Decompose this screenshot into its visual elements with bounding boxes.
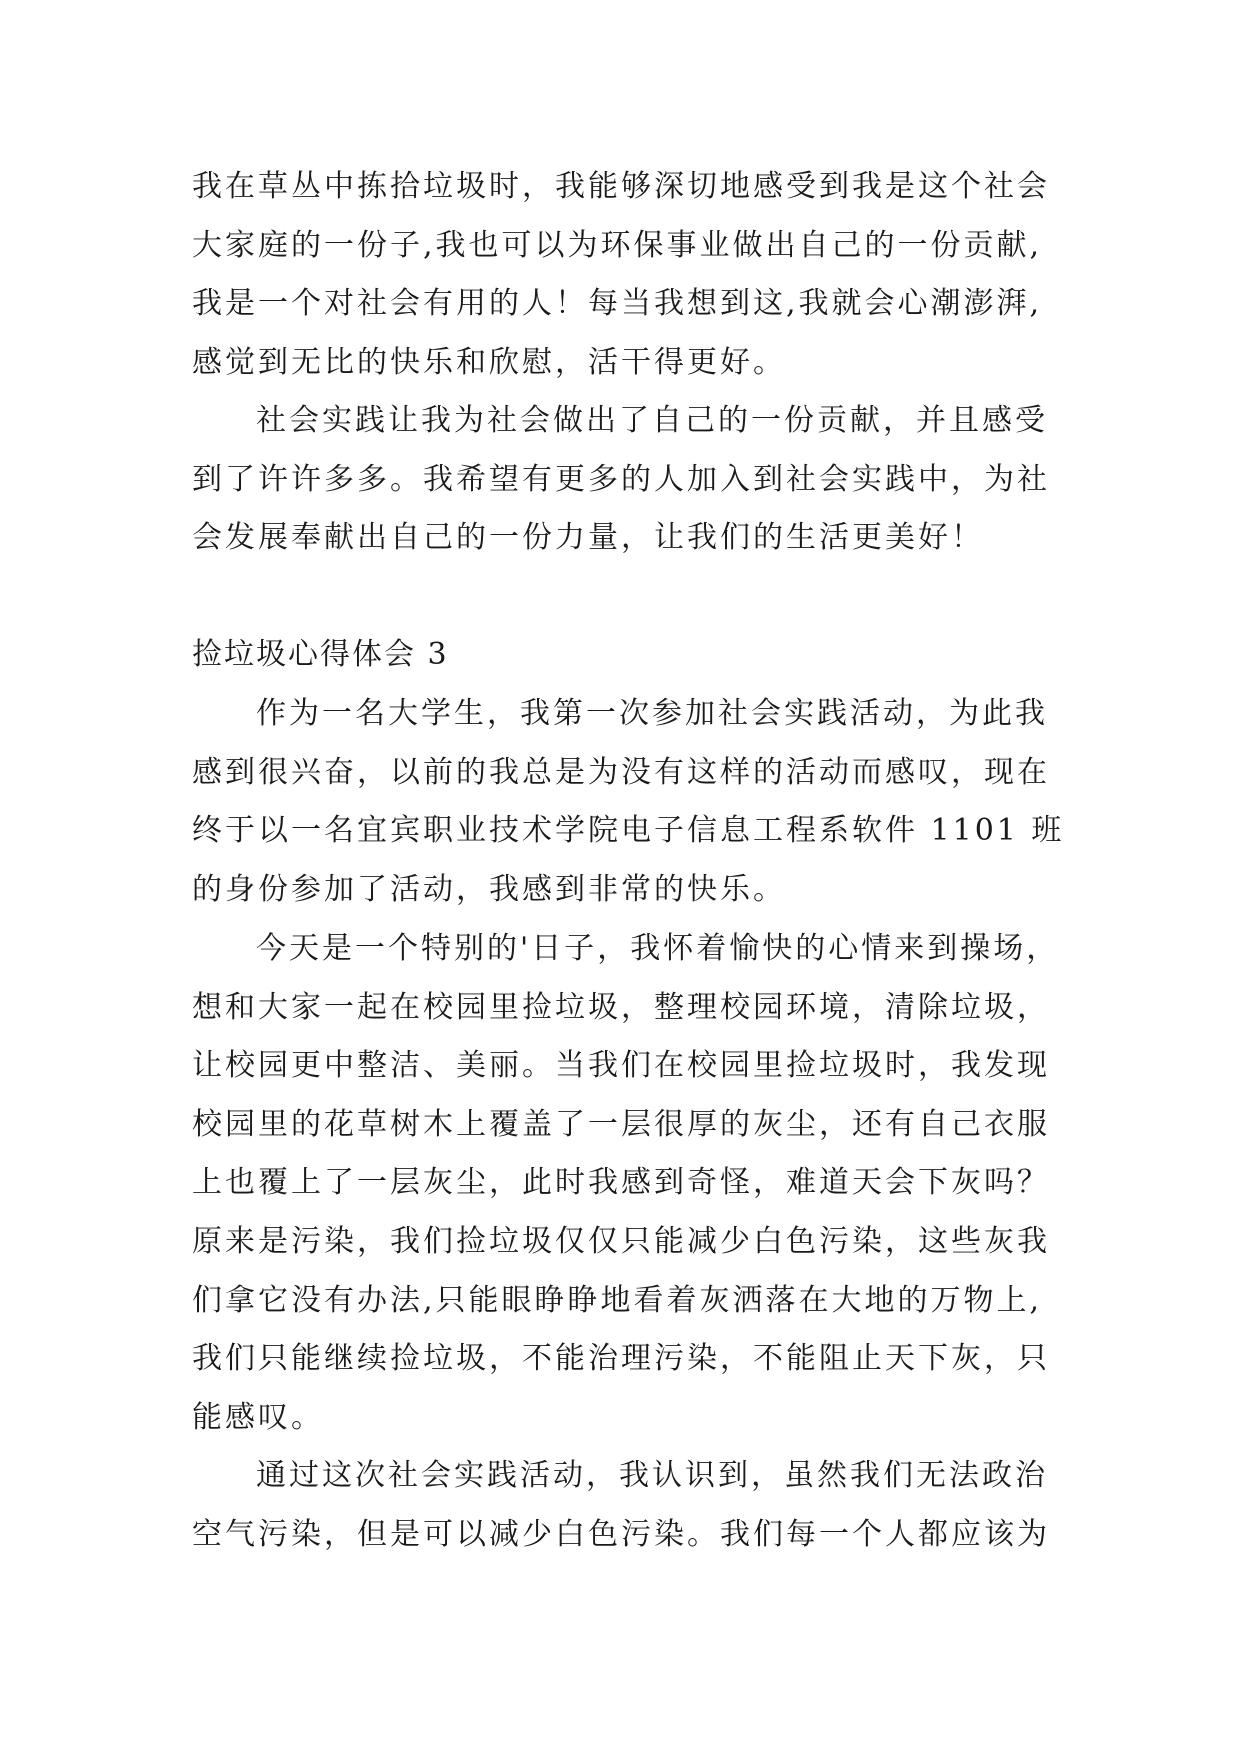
text-line: 我在草丛中拣拾垃圾时，我能够深切地感受到我是这个社会 [192,169,1050,204]
text-line: 社会实践让我为社会做出了自己的一份贡献，并且感受 [256,403,1048,438]
section-heading: 捡垃圾心得体会 3 [192,637,449,672]
text-line: 会发展奉献出自己的一份力量，让我们的生活更美好！ [192,520,984,556]
text-line: 我是一个对社会有用的人！每当我想到这,我就会心潮澎湃, [192,286,1043,322]
text-line: 能感叹。 [192,1399,324,1435]
text-line: 想和大家一起在校园里捡垃圾，整理校园环境，清除垃圾， [192,989,1050,1025]
text-line: 们拿它没有办法,只能眼睁睁地看着灰洒落在大地的万物上, [192,1282,1043,1318]
text-line: 原来是污染，我们捡垃圾仅仅只能减少白色污染，这些灰我 [192,1223,1050,1259]
text-line: 今天是一个特别的'日子，我怀着愉快的心情来到操场， [256,931,1060,966]
text-line: 的身份参加了活动，我感到非常的快乐。 [192,871,786,907]
text-line: 感到很兴奋，以前的我总是为没有这样的活动而感叹，现在 [192,754,1050,790]
text-line: 感觉到无比的快乐和欣慰，活干得更好。 [192,344,786,380]
text-line: 通过这次社会实践活动，我认识到，虽然我们无法政治 [256,1458,1048,1493]
paragraph-4 [192,920,1092,1447]
text-line: 作为一名大学生，我第一次参加社会实践活动，为此我 [256,696,1048,731]
text-line: 到了许许多多。我希望有更多的人加入到社会实践中，为社 [192,461,1050,497]
paragraph-5 [192,1447,1092,1564]
text-line: 上也覆上了一层灰尘，此时我感到奇怪，难道天会下灰吗？ [192,1165,1050,1201]
paragraph-2 [192,392,1092,568]
text-line: 空气污染，但是可以减少白色污染。我们每一个人都应该为 [192,1516,1050,1552]
text-line: 大家庭的一份子,我也可以为环保事业做出自己的一份贡献, [192,227,1043,263]
text-line: 校园里的花草树木上覆盖了一层很厚的灰尘，还有自己衣服 [192,1106,1050,1142]
paragraph-3 [192,685,1092,919]
paragraph-1 [192,158,1092,392]
text-line: 让校园更中整洁、美丽。当我们在校园里捡垃圾时，我发现 [192,1048,1050,1084]
text-line: 我们只能继续捡垃圾，不能治理污染，不能阻止天下灰，只 [192,1341,1050,1377]
text-line: 终于以一名宜宾职业技术学院电子信息工程系软件 1101 班 [192,813,1065,849]
